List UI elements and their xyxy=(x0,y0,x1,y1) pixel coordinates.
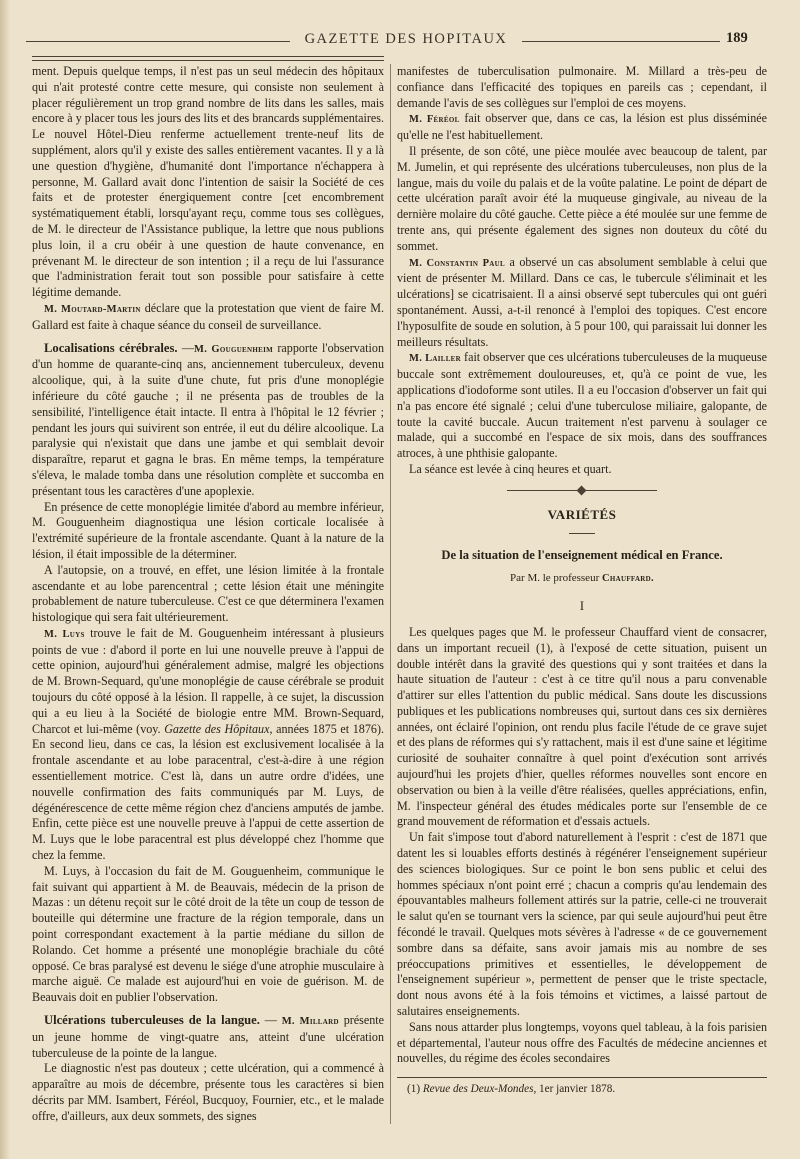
speaker-name: M. Luys xyxy=(44,628,85,640)
footnote-source: Revue des Deux-Mondes xyxy=(422,1083,534,1096)
paragraph: Le diagnostic n'est pas douteux ; cette ulcération, qui a commencé à apparaître au mois de décembre, présente tous les caractères si bien décrits par MM. Isambert, Féréol, Bucquoy, Fournier, etc., et le malade offre, d'ailleurs, aux deux sommets, des signes xyxy=(32,1061,384,1123)
paragraph: ment. Depuis quelque temps, il n'est pas un seul médecin des hôpitaux qui n'ait protesté contre cette mesure, qui consiste non seulement à placer régulièrement un trop grand nombre de lits dans les salles, mais encore à y placer tous les jours des lits et des brancards supplémentaires. Le nouvel Hôtel-Dieu renferme actuellement trente-neuf lits de supplément, alors qu'il y existe des salles entièrement vacantes. Il y a là une question d'hygiène, d'humanité dont l'importance n'échappera à personne, M. Gallard avait donc l'intention de saisir la Société de ces faits et de protester énergiquement contre [cet encombrement systématiquement établi, lorsqu'ayant reçu, comme tous ses collègues, de M. le directeur de l'Assistance publique, la lettre que nous publions plus loin, il a cru obéir à une question de haute convenance, en prévenant M. le directeur de son intention ; il a reçu de lui l'assurance que l'administration ferait tout son possible pour satisfaire à cette légitime demande. xyxy=(32,64,384,300)
paragraph: M. Constantin Paul a observé un cas absolument semblable à celui que vient de présenter M. Millard. Dans ce cas, le tubercule s'éliminait et les ulcérations] se cicatrisaient. Il a ainsi observé sept tubercules qui ont guéri spontanément. Aussi, a-t-il renoncé à l'emploi des topiques. C'est encore l'hyposulfite de soude en solution, à 5 pour 100, qui paraissait lui donner les meilleurs résultats. xyxy=(397,254,768,349)
part-number: I xyxy=(579,599,585,614)
paragraph: M. Luys trouve le fait de M. Gouguenheim intéressant à plusieurs points de vue : d'abord il porte en lui une nouvelle preuve à l'appui de cette opinion, aujourd'hui généralement admise, malgré les objections de M. Brown-Sequard, qu'une monoplégie de cause cérébrale se produit toujours du côté opposé à la lésion. Il rappelle, à ce sujet, la discussion qui a eu lieu à la Société de biologie entre MM. Brown-Sequard, Charcot et lui-même (voy. Gazette des Hôpitaux, années 1875 et 1876). En second lieu, dans ce cas, la lésion est exclusivement localisée à la frontale ascendante et au lobe paracentral, c'est-à-dire à une région essentiellement motrice. C'est là, dans un autre ordre d'idées, une nouvelle confirmation des faits communiqués par M. Luys, de dégénérescence de cette même région chez d'anciens amputés de jambe. Enfin, cette pièce est une nouvelle preuve à l'appui de cette assertion de M. Luys que le lobe paracentral est plus développé chez l'homme que chez la femme. xyxy=(32,625,384,863)
article-title: De la situation de l'enseignement médical en France. xyxy=(441,547,723,562)
paragraph: Il présente, de son côté, une pièce moulée avec beaucoup de talent, par M. Jumelin, et qui représente des ulcérations tuberculeuses, non plus de la langue, mais du voile du palais et de la voûte palatine. Le point de départ de cette ulcération paraît avoir été la muqueuse gingivale, au niveau de la dernière molaire du côté gauche. Cette pièce a été moulée sur une femme de trente ans, qui présente également des signes non douteux du côté du sommet. xyxy=(397,143,767,253)
journal-title: GAZETTE DES HOPITAUX xyxy=(304,31,508,47)
cited-journal: Gazette des Hôpitaux xyxy=(164,721,270,736)
paragraph: M. Luys, à l'occasion du fait de M. Gouguenheim, communique le fait suivant qui appartient à M. de Beauvais, médecin de la prison de Mazas : un détenu reçoit sur le côté droit de la tête un coup de tesson de bouteille qui détermine une fracture de la région temporale, dans un point correspondant exactement à la partie médiane du sillon de Rolando. Cet homme a présenté une monoplégie brachiale du côté opposé. Ce bras paralysé est devenu le siége d'une atrophie musculaire à marche aiguë. Ce malade est aujourd'hui en voie de guérison. M. de Beauvais doit en publier l'observation. xyxy=(32,863,384,1005)
short-rule xyxy=(569,533,595,534)
section-heading: Ulcérations tuberculeuses de la langue. xyxy=(44,1013,260,1028)
speaker-name: M. Lailler xyxy=(409,353,462,365)
header-rule-left xyxy=(26,41,290,42)
page-edge-shadow xyxy=(0,0,10,1159)
byline: Par M. le professeur Chauffard. xyxy=(510,572,654,585)
paragraph: Un fait s'impose tout d'abord naturellement à l'esprit : c'est de 1871 que datent les si louables efforts destinés à régénérer l'enseignement supérieur des sciences biologiques. Sur ce point le bon sens public et celui des hommes spéciaux n'ont point erré ; chacun a compris qu'au lendemain des épouvantables malheurs follement attirés sur la patrie, celle-ci ne trouverait le salut qu'en se tournant vers la science, par qui seule aujourd'hui peut être fécondé le travail. Quelques mots sévères à l'adresse « de ce gouvernement sombre dans sa défaite, sans avoir jamais mis au nombre de ses préoccupations primitives et essentielles, le développement de l'enseignement supérieur », permettent de penser que le triste spectacle, dont nous avons été à la fois témoins et victimes, a laissé partout de salutaires enseignements. xyxy=(397,830,767,1019)
closing-line: La séance est levée à cinq heures et quart. xyxy=(409,461,612,476)
page-header xyxy=(26,30,782,54)
paragraph: En présence de cette monoplégie limitée d'abord au membre inférieur, M. Gouguenheim diagnostiqua une lésion corticale localisée à l'extrémité supérieure de la frontale ascendante. Quant à la nature de la lésion, il était impossible de la déterminer. xyxy=(32,499,384,561)
paragraph: A l'autopsie, on a trouvé, en effet, une lésion limitée à la frontale ascendante et au lobe parencentral ; cette lésion était une méningite probablement de nature tuberculeuse. C'est ce que déterminera l'examen histologique qui sera fait ultérieurement. xyxy=(32,562,384,625)
paragraph: Sans nous attarder plus longtemps, voyons quel tableau, à la fois parisien et départemental, l'auteur nous offre des Facultés de médecine anciennes et nouvelles, du régime des écoles secondaires xyxy=(397,1019,767,1066)
footnote: (1) Revue des Deux-Mondes, 1er janvier 1878. xyxy=(407,1083,616,1096)
page-number: 189 xyxy=(726,30,748,46)
paragraph: M. Lailler fait observer que ces ulcérations tuberculeuses de la muqueuse buccale sont extrêmement douloureuses, et, qu'à ce point de vue, les applications d'iodoforme sont utiles. Il a eu l'occasion d'observer un fait qui n'a pas encore été signalé ; celui d'une tuberculose miliaire, galopante, de toute la cavité buccale. Aucun traitement n'est parvenu à soulager ce malade, qui a succombé en l'espace de six mois, dans des souffrances atroces, à une phthisie galopante. xyxy=(397,350,767,461)
footnote-rule xyxy=(397,1077,767,1078)
author-name: Chauffard. xyxy=(601,573,654,585)
section-heading: Localisations cérébrales. xyxy=(44,340,178,355)
speaker-name: M. Moutard-Martin xyxy=(44,303,141,315)
right-column xyxy=(397,64,767,1098)
section-paragraph: Localisations cérébrales. —M. Gouguenheim rapporte l'observation d'un homme de quarante-cinq ans, anciennement tuberculeux, devenu alcoolique, qui, à la suite d'une chute, fut pris d'une monoplégie inférieure du côté gauche ; il ne présenta pas de troubles de la sensibilité, l'intelligence était intacte. Il entra à l'hôpital le 12 février ; pendant les jours qui suivirent son entrée, il eut du délire alcoolique. La paralysie qui n'existait que dans une jambe et qui semblait devoir disparaître, reparut et gagna le bras. En même temps, la température s'éleva, le malade tomba dans une résolution complète et succomba en présentant tous les caractères d'une apoplexie. xyxy=(32,340,384,498)
section-title-varietes: VARIÉTÉS xyxy=(547,506,617,522)
left-column-top-rule xyxy=(32,56,384,61)
speaker-name: M. Gouguenheim xyxy=(194,343,274,355)
speaker-name: M. Constantin Paul xyxy=(409,257,505,269)
speaker-name: M. Millard xyxy=(281,1016,339,1028)
speaker-name: M. Féréol xyxy=(409,114,460,126)
paragraph: M. Moutard-Martin déclare que la protestation que vient de faire M. Gallard est faite à chaque séance du conseil de surveillance. xyxy=(32,300,384,332)
section-paragraph: Ulcérations tuberculeuses de la langue. — M. Millard présente un jeune homme de vingt-quatre ans, atteint d'une ulcération tuberculeuse de la pointe de la langue. xyxy=(32,1013,384,1060)
paragraph: Les quelques pages que M. le professeur Chauffard vient de consacrer, dans un important recueil (1), à l'exposé de cette situation, puisent un double intérêt dans la gravité des questions qui y sont traitées et dans la haute situation de l'auteur : c'est à ce titre qu'il nous a paru convenable d'attirer sur elles l'attention du public médical. Sans doute les discussions publiques et les publications nombreuses qui, surtout dans ces six dernières années, ont éclairé l'opinion, ont rendu plus facile l'étude de ce grave sujet et des plans de réformes qui s'y rattachent, mais il est d'une saine et légitime curiosité de souhaiter connaître à quel point d'exécution sont arrivés aujourd'hui les projets d'hier, quelles réformes nouvelles sont encore en observation ou bien à la veille d'être réalisées, quelles appréciations, enfin, M. l'inspecteur général des études médicales porte sur l'ensemble de ce grand mouvement de réformation et d'essais actuels. xyxy=(397,624,767,829)
paragraph: manifestes de tuberculisation pulmonaire. M. Millard a très-peu de confiance dans l'efficacité des topiques en pareils cas ; cependant, il demande l'avis de ses collègues sur l'emploi de ces moyens. xyxy=(397,64,767,110)
left-column xyxy=(32,64,384,1125)
header-rule-right xyxy=(522,41,720,42)
column-divider xyxy=(390,64,391,1124)
ornamental-rule xyxy=(507,486,657,495)
paragraph: M. Féréol fait observer que, dans ce cas, la lésion est plus disséminée qu'elle ne l'est habituellement. xyxy=(397,111,768,143)
